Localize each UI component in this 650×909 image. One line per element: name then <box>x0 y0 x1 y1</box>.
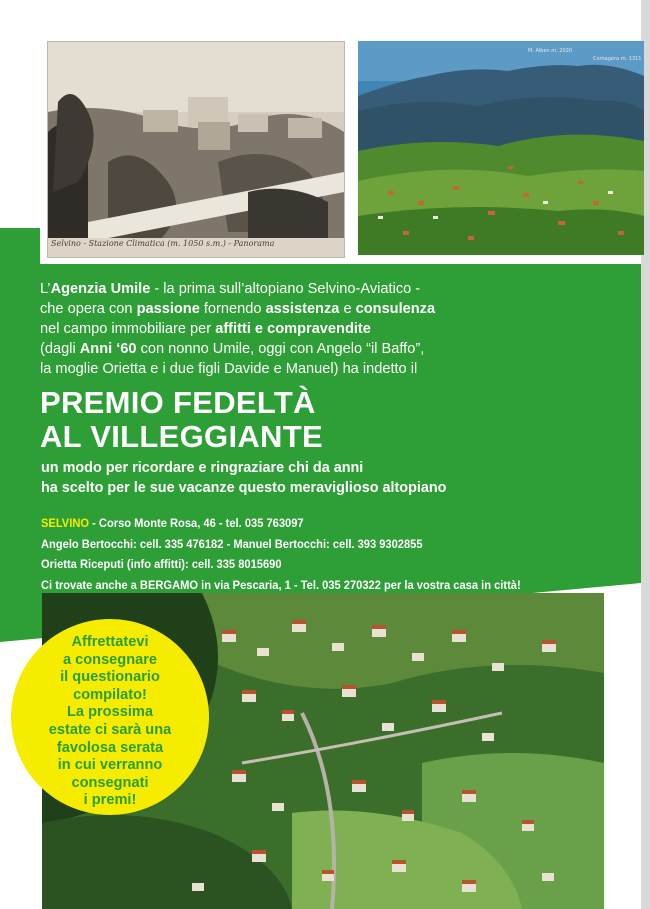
title-line-2: AL VILLEGGIANTE <box>40 419 323 454</box>
contact-selvino: SELVINO - Corso Monte Rosa, 46 - tel. 035 763097 <box>41 516 304 530</box>
page-title <box>40 386 323 454</box>
subtitle: un modo per ricordare e ringraziare chi da anni ha scelto per le sue vacanze questo meraviglioso altopiano <box>41 460 447 496</box>
contact-bergamo: Ci trovate anche a BERGAMO in via Pescaria, 1 - Tel. 035 270322 per la vostra casa in città! <box>41 577 521 592</box>
mountain-panorama-photo <box>358 41 644 255</box>
title-line-1: PREMIO FEDELTÀ <box>40 385 316 420</box>
badge-text: Affrettatevi a consegnare il questionario compilato! La prossima estate ci sarà una favolosa serata in cui verranno consegnati i premi! <box>48 634 172 809</box>
contacts-block <box>41 513 521 595</box>
old-postcard-photo <box>47 41 345 258</box>
agency-name: Agenzia Umile <box>50 281 151 297</box>
mountain-label-cornagera: Cornagera m. 1311 <box>593 56 642 62</box>
contact-riceputi: Orietta Riceputi (info affitti): cell. 335 8015690 <box>41 557 282 572</box>
contact-bertocchi: Angelo Bertocchi: cell. 335 476182 - Manuel Bertocchi: cell. 393 9302855 <box>41 536 423 551</box>
old-photo-caption: Selvino - Stazione Climatica (m. 1050 s.m.) - Panorama <box>51 239 275 248</box>
intro-paragraph: L’Agenzia Umile - la prima sull’altopiano Selvino-Aviatico - che opera con passione fornendo assistenza e consulenza nel campo immobiliare per affitti e compravendite (dagli Anni ‘60 con nonno Umile, oggi con Angelo “il Baffo”, la moglie Orietta e i due figli Davide e Manuel) ha indetto il <box>40 281 436 377</box>
mountain-label-alben: M. Alben m. 2020 <box>528 48 573 54</box>
